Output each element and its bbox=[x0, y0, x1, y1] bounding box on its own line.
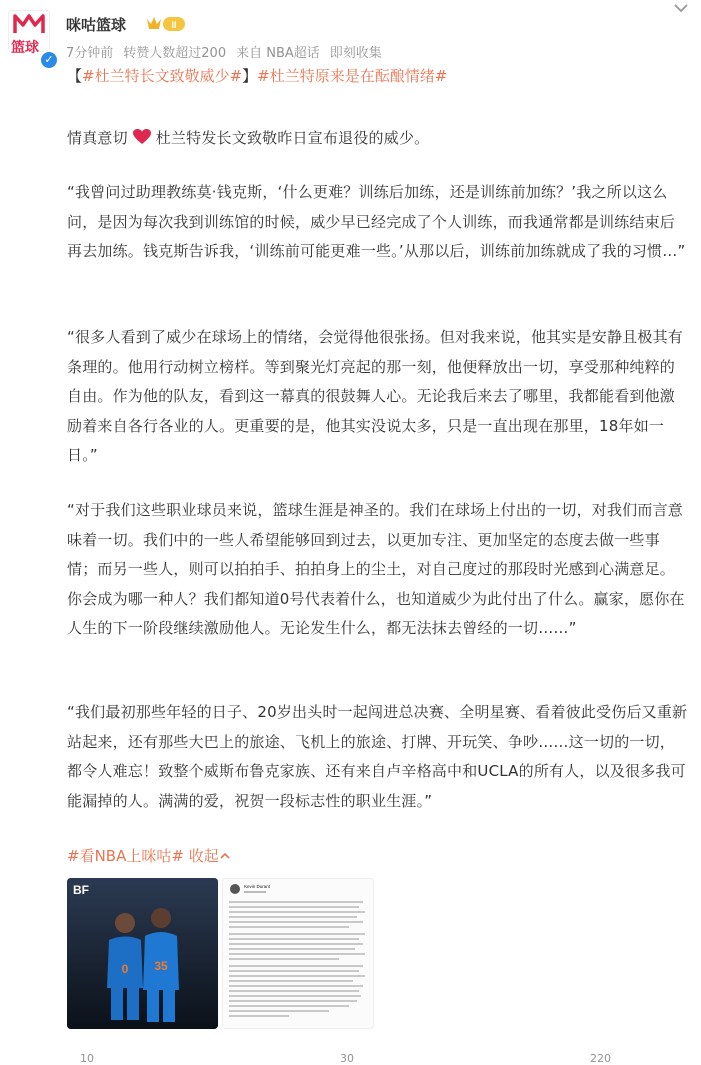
username[interactable]: 咪咕篮球 bbox=[66, 16, 127, 34]
vip-badge-icon[interactable] bbox=[145, 15, 185, 33]
bracket-open: 【 bbox=[67, 67, 83, 85]
topic-link-durant-tribute[interactable]: #杜兰特长文致敬威少# bbox=[82, 67, 243, 85]
post-image-photo[interactable] bbox=[67, 878, 218, 1029]
svg-text:35: 35 bbox=[154, 959, 168, 973]
svg-text:0: 0 bbox=[121, 962, 129, 976]
action-bar bbox=[0, 1052, 701, 1065]
comment-button[interactable] bbox=[340, 1052, 354, 1065]
avatar-text: 篮球 bbox=[11, 40, 39, 56]
post-paragraph: “很多人看到了威少在球场上的情绪，会觉得他很张扬。但对我来说，他其实是安静且极其有条理的。他用行动树立榜样。等到聚光灯亮起的那一刻，他便释放出一切，享受那种纯粹的自由。作为他的队友，看到这一幕真的很鼓舞人心。无论我后来去了哪里，我都能看到他激励着来自各行各业的人。更重要的是，他其实没说太多，只是一直出现在那里，18年如一日。” bbox=[67, 328, 683, 464]
bracket-close: 】 bbox=[242, 67, 258, 85]
intro-text-b: 杜兰特发长文致敬昨日宣布退役的威少。 bbox=[155, 129, 430, 147]
collapse-label: 收起 bbox=[188, 847, 219, 865]
post-meta bbox=[66, 42, 392, 61]
post-header bbox=[0, 0, 701, 70]
repost-button[interactable] bbox=[80, 1052, 94, 1065]
tweet-author: Kevin Durant bbox=[244, 884, 271, 889]
post-headline bbox=[67, 64, 447, 88]
avatar[interactable] bbox=[8, 10, 50, 56]
badge-level: II bbox=[171, 20, 177, 30]
players-photo bbox=[67, 878, 218, 1029]
migu-logo-icon bbox=[13, 13, 45, 35]
post-intro bbox=[67, 124, 689, 154]
like-button[interactable] bbox=[590, 1052, 611, 1065]
post-paragraph: “我们最初那些年轻的日子、20岁出头时一起闯进总决赛、全明星赛、看着彼此受伤后又重新站起来，还有那些大巴上的旅途、飞机上的旅途、打牌、开玩笑、争吵……这一切的一切，都令人难忘！致整个威斯布鲁克家族、还有来自卢辛格高中和UCLA的所有人，以及很多我可能漏掉的人。满满的爱，祝贺一段标志性的职业生涯。” bbox=[67, 703, 688, 810]
verified-icon: ✓ bbox=[39, 50, 59, 70]
chevron-down-icon[interactable] bbox=[671, 0, 691, 16]
collapse-button[interactable] bbox=[189, 847, 231, 865]
comment-count: 30 bbox=[340, 1052, 354, 1065]
post-time[interactable]: 7分钟前 bbox=[66, 46, 114, 61]
repost-count-text: 转赞人数超过200 bbox=[123, 46, 227, 61]
tweet-screenshot bbox=[223, 879, 373, 1028]
post-source[interactable]: 来自 NBA超话 bbox=[236, 46, 320, 61]
intro-text-a: 情真意切 bbox=[67, 129, 128, 147]
chevron-up-icon bbox=[219, 851, 231, 861]
collect-link[interactable]: 即刻收集 bbox=[329, 46, 382, 61]
topic-link-watch-nba[interactable]: #看NBA上咪咕# bbox=[67, 847, 184, 865]
heart-icon bbox=[133, 129, 151, 145]
topic-link-durant-emotion[interactable]: #杜兰特原来是在酝酿情绪# bbox=[257, 67, 448, 85]
post-paragraph: “我曾问过助理教练莫·钱克斯，‘什么更难？训练后加练，还是训练前加练？’我之所以这么问，是因为每次我到训练馆的时候，威少早已经完成了个人训练，而我通常都是训练结束后再去加练。钱克斯告诉我，‘训练前可能更难一些。’从那以后，训练前加练就成了我的习惯…” bbox=[67, 183, 686, 260]
repost-count: 10 bbox=[80, 1052, 94, 1065]
post-paragraph: “对于我们这些职业球员来说，篮球生涯是神圣的。我们在球场上付出的一切，对我们而言意味着一切。我们中的一些人希望能够回到过去，以更加专注、更加坚定的态度去做一些事情；而另一些人，则可以拍拍手、拍拍身上的尘土，对自己度过的那段时光感到心满意足。你会成为哪一种人？我们都知道0号代表着什么，也知道威少为此付出了什么。赢家，愿你在人生的下一阶段继续激励他人。无论发生什么，都无法抹去曾经的一切……” bbox=[67, 501, 685, 637]
photo-logo: BF bbox=[73, 883, 89, 897]
like-count: 220 bbox=[590, 1052, 611, 1065]
post-footer bbox=[67, 844, 231, 868]
post-image-tweet[interactable] bbox=[222, 878, 374, 1029]
